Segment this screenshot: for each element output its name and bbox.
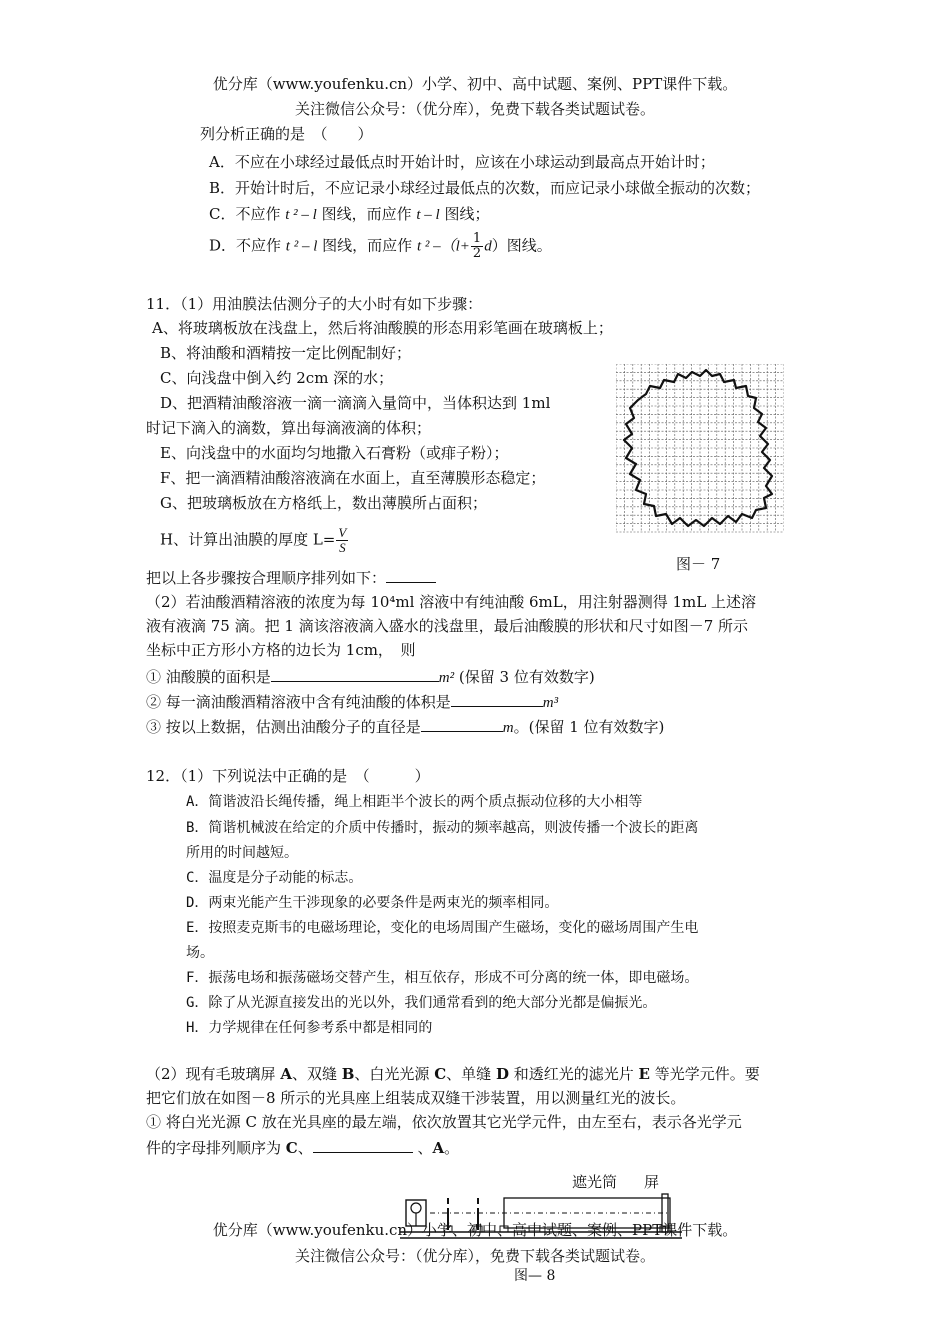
- q11-subq-3: ③ 按以上数据，估测出油酸分子的直径是 m。(保留 1 位有效数字): [146, 715, 664, 738]
- figure-8-label-screen: 屏: [644, 1173, 660, 1191]
- q11-step-d-1: D、把酒精油酸溶液一滴一滴滴入量筒中，当体积达到 1ml: [160, 394, 551, 412]
- figure-8-label-tube: 遮光筒: [572, 1173, 618, 1191]
- q11-subq-2: ② 每一滴油酸酒精溶液中含有纯油酸的体积是 m³: [146, 690, 558, 713]
- figure-8-caption: 图— 8: [514, 1268, 556, 1284]
- q11-part2-line-1: （2）若油酸酒精溶液的浓度为每 10⁴ml 溶液中有纯油酸 6mL，用注射器测得 1mL 上述溶: [146, 593, 756, 611]
- q12-option-e-1: E．按照麦克斯韦的电磁场理论，变化的电场周围产生磁场，变化的磁场周围产生电: [186, 920, 699, 936]
- half-fraction: $\frac{1}{2}$: [472, 231, 482, 261]
- q12-part2-line-2: 把它们放在如图－8 所示的光具座上组装成双缝干涉装置，用以测量红光的波长。: [146, 1089, 686, 1107]
- q11-step-f: F、把一滴酒精油酸溶液滴在水面上，直至薄膜形态稳定；: [160, 469, 546, 487]
- q12-option-e-2: 场。: [186, 945, 214, 961]
- footer-line-1: 优分库（www.youfenku.cn）小学、初中、高中试题、案例、PPT课件下载。: [212, 1221, 738, 1239]
- q12-option-a: A．简谐波沿长绳传播，绳上相距半个波长的两个质点振动位移的大小相等: [186, 794, 643, 810]
- q11-step-a: A、将玻璃板放在浅盘上，然后将油酸膜的形态用彩笔画在玻璃板上；: [152, 319, 613, 337]
- q12-part2-line-3: ① 将白光光源 C 放在光具座的最左端，依次放置其它光学元件，由左至右，表示各光学元: [146, 1113, 742, 1131]
- q12-option-b-2: 所用的时间越短。: [186, 845, 298, 861]
- q12-option-b-1: B．简谐机械波在给定的介质中传播时，振动的频率越高，则波传播一个波长的距离: [186, 820, 699, 836]
- footer-line-2: 关注微信公众号：（优分库），免费下载各类试题试卷。: [294, 1247, 655, 1265]
- q11-step-e: E、向浅盘中的水面均匀地撒入石膏粉（或痱子粉）；: [160, 444, 509, 462]
- q10-option-a: A．不应在小球经过最低点时开始计时，应该在小球运动到最高点开始计时；: [209, 153, 715, 171]
- q10-option-b: B．开始计时后，不应记录小球经过最低点的次数，而应记录小球做全振动的次数；: [209, 179, 761, 197]
- answer-blank[interactable]: [386, 566, 436, 583]
- q11-part2-line-3: 坐标中正方形小方格的边长为 1cm， 则: [146, 641, 416, 659]
- q12-part2-line-1: （2）现有毛玻璃屏 A、双缝 B、白光光源 C、单缝 D 和透红光的滤光片 E 等光学元件。要: [146, 1065, 760, 1083]
- q11-subq-1: ① 油酸膜的面积是 m² (保留 3 位有效数字): [146, 665, 595, 688]
- answer-blank[interactable]: [313, 1136, 413, 1153]
- oil-film-figure: [616, 364, 784, 534]
- q10-stem: 列分析正确的是 （ ）: [200, 125, 373, 143]
- answer-blank[interactable]: [421, 715, 503, 732]
- answer-blank[interactable]: [451, 690, 543, 707]
- thickness-fraction: $\frac{V}{S}$: [338, 525, 347, 555]
- q11-intro: 11．（1）用油膜法估测分子的大小时有如下步骤：: [146, 295, 483, 313]
- q12-part2-line-4: 件的字母排列顺序为 C、 、A。: [146, 1136, 459, 1158]
- q10-option-c: C．不应作 t ² – l 图线，而应作 t – l 图线；: [209, 205, 490, 223]
- q11-step-h: H、计算出油膜的厚度 L= $\frac{V}{S}$: [160, 525, 347, 555]
- q11-step-g: G、把玻璃板放在方格纸上，数出薄膜所占面积；: [160, 494, 487, 512]
- q12-option-h: H．力学规律在任何参考系中都是相同的: [186, 1020, 433, 1036]
- grid-lines: [616, 364, 784, 532]
- light-source-bulb: [411, 1203, 421, 1213]
- q12-option-g: G．除了从光源直接发出的光以外，我们通常看到的绝大部分光都是偏振光。: [186, 995, 657, 1011]
- q11-order-prompt: 把以上各步骤按合理顺序排列如下：: [146, 566, 436, 588]
- q10-option-d: D．不应作 t ² – l 图线，而应作 t ² –（l+ $\frac{1}{2}$ d）图线。: [209, 231, 552, 261]
- q12-option-f: F．振荡电场和振荡磁场交替产生，相互依存，形成不可分离的统一体，即电磁场。: [186, 970, 699, 986]
- figure-7-caption: 图－ 7: [676, 555, 721, 573]
- q11-part2-line-2: 液有液滴 75 滴。把 1 滴该溶液滴入盛水的浅盘里，最后油酸膜的形状和尺寸如图－7 所示: [146, 617, 749, 635]
- q11-step-d-2: 时记下滴入的滴数，算出每滴液滴的体积；: [146, 419, 432, 437]
- answer-blank[interactable]: [271, 665, 439, 682]
- header-line-2: 关注微信公众号：（优分库），免费下载各类试题试卷。: [294, 100, 655, 118]
- q12-option-d: D．两束光能产生干涉现象的必要条件是两束光的频率相同。: [186, 895, 559, 911]
- q12-intro: 12．（1）下列说法中正确的是 （ ）: [146, 767, 430, 785]
- q11-step-c: C、向浅盘中倒入约 2cm 深的水；: [160, 369, 394, 387]
- header-line-1: 优分库（www.youfenku.cn）小学、初中、高中试题、案例、PPT课件下载。: [212, 75, 738, 93]
- q11-step-b: B、将油酸和酒精按一定比例配制好；: [160, 344, 412, 362]
- q12-option-c: C．温度是分子动能的标志。: [186, 870, 363, 886]
